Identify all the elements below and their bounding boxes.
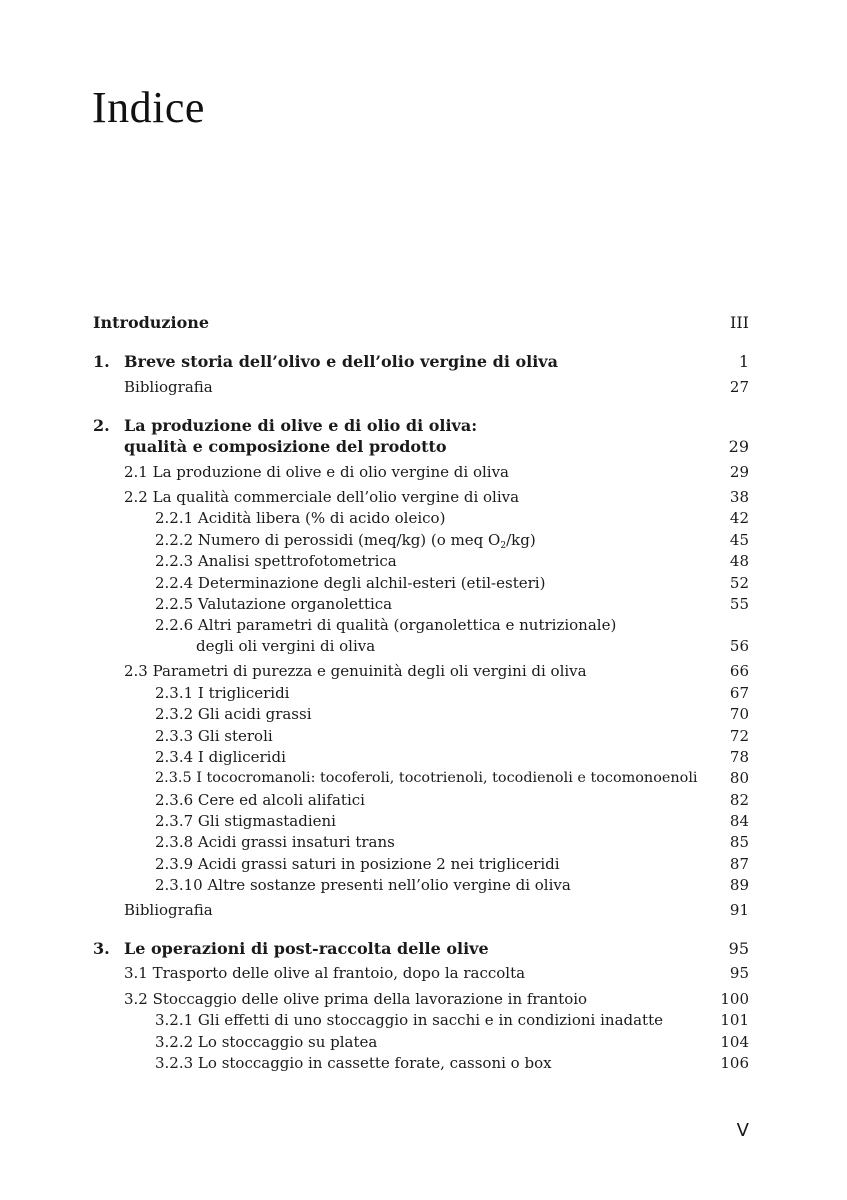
toc-entry-title: 2.2.5 Valutazione organolettica bbox=[155, 595, 393, 613]
toc-entry bbox=[0, 507, 847, 529]
toc-entry bbox=[0, 550, 847, 572]
toc-entry-title: 3.2.1 Gli effetti di uno stoccaggio in sacchi e in condizioni inadatte bbox=[155, 1011, 663, 1029]
toc-entry-page: 89 bbox=[729, 876, 749, 894]
toc-entry bbox=[0, 899, 847, 921]
toc-entry-title: Introduzione bbox=[93, 313, 210, 332]
toc-entry-page: 101 bbox=[720, 1011, 749, 1029]
toc-entry-page: 38 bbox=[729, 488, 749, 506]
toc-chapter-2 bbox=[0, 415, 847, 437]
toc-entry-page: 67 bbox=[729, 684, 749, 702]
toc-entry-page: 84 bbox=[729, 812, 749, 830]
toc-entry-title: 2.3.8 Acidi grassi insaturi trans bbox=[155, 833, 395, 851]
toc-entry-page: 87 bbox=[729, 855, 749, 873]
toc-entry-page: 95 bbox=[729, 964, 749, 982]
toc-entry-title: 2.1 La produzione di olive e di olio vergine di oliva bbox=[124, 463, 509, 481]
page-number: V bbox=[736, 1120, 749, 1141]
toc-entry-page: 29 bbox=[728, 437, 749, 456]
toc-entry-page: 56 bbox=[729, 637, 749, 655]
toc-entry-page: 52 bbox=[729, 574, 749, 592]
toc-entry bbox=[0, 831, 847, 853]
toc-entry-title: 2.3.5 I tococromanoli: tocoferoli, tocotrienoli, tocodienoli e tocomonoenoli bbox=[155, 770, 698, 786]
toc-entry-title: Bibliografia bbox=[124, 901, 213, 919]
toc-entry bbox=[0, 789, 847, 811]
toc-entry bbox=[0, 614, 847, 636]
toc-entry-title: La produzione di olive e di olio di oliva: bbox=[124, 416, 478, 435]
toc-entry-title: 2.3.1 I trigliceridi bbox=[155, 684, 290, 702]
toc-entry bbox=[0, 660, 847, 682]
toc-entry-title: 2.3 Parametri di purezza e genuinità degli oli vergini di oliva bbox=[124, 662, 587, 680]
toc-chapter-number: 1. bbox=[93, 352, 110, 371]
toc-entry-title: Breve storia dell’olivo e dell’olio vergine di oliva bbox=[124, 352, 558, 371]
toc-entry-page: 91 bbox=[729, 901, 749, 919]
toc-entry-title: 2.3.6 Cere ed alcoli alifatici bbox=[155, 791, 365, 809]
toc-entry-title: Bibliografia bbox=[124, 378, 213, 396]
page-title: Indice bbox=[92, 83, 205, 132]
toc-entry-title: 2.3.2 Gli acidi grassi bbox=[155, 705, 312, 723]
toc-entry-title: 2.3.10 Altre sostanze presenti nell’olio vergine di oliva bbox=[155, 876, 571, 894]
toc-entry-title: 2.2 La qualità commerciale dell’olio vergine di oliva bbox=[124, 488, 520, 506]
toc-entry bbox=[0, 529, 847, 551]
toc-entry bbox=[0, 572, 847, 594]
toc-entry-page: 104 bbox=[720, 1033, 749, 1051]
toc-entry-page: 70 bbox=[729, 705, 749, 723]
toc-chapter-1 bbox=[0, 351, 847, 373]
toc-entry bbox=[0, 682, 847, 704]
toc-chapter-number: 3. bbox=[93, 939, 110, 958]
toc-entry bbox=[0, 703, 847, 725]
toc-entry-page: 82 bbox=[729, 791, 749, 809]
toc-entry-title: 3.2.2 Lo stoccaggio su platea bbox=[155, 1033, 378, 1051]
toc-entry-page: 66 bbox=[729, 662, 749, 680]
toc-entry-page: 95 bbox=[728, 939, 749, 958]
toc-entry bbox=[0, 1031, 847, 1053]
toc-entry-page: 80 bbox=[729, 769, 749, 787]
toc-entry-title: 3.1 Trasporto delle olive al frantoio, dopo la raccolta bbox=[124, 964, 526, 982]
toc-entry-title: 3.2.3 Lo stoccaggio in cassette forate, cassoni o box bbox=[155, 1054, 552, 1072]
toc-entry-continued bbox=[0, 635, 847, 657]
toc-entry-title: degli oli vergini di oliva bbox=[196, 637, 376, 655]
toc-entry-title: 2.2.4 Determinazione degli alchil-esteri (etil-esteri) bbox=[155, 574, 546, 592]
toc-chapter-2-continued bbox=[0, 436, 847, 458]
toc-entry-page: 55 bbox=[729, 595, 749, 613]
toc-entry bbox=[0, 593, 847, 615]
toc-entry-title: 2.3.7 Gli stigmastadieni bbox=[155, 812, 336, 830]
toc-entry-title: 2.2.1 Acidità libera (% di acido oleico) bbox=[155, 509, 446, 527]
toc-entry-page: 42 bbox=[729, 509, 749, 527]
toc-entry bbox=[0, 810, 847, 832]
toc-entry bbox=[0, 767, 847, 789]
toc-entry-title: Le operazioni di post-raccolta delle olive bbox=[124, 939, 489, 958]
toc-entry-page: 29 bbox=[729, 463, 749, 481]
toc-entry bbox=[0, 1052, 847, 1074]
toc-entry-title: 3.2 Stoccaggio delle olive prima della lavorazione in frantoio bbox=[124, 990, 588, 1008]
toc-entry bbox=[0, 725, 847, 747]
toc-entry-title: 2.2.6 Altri parametri di qualità (organolettica e nutrizionale) bbox=[155, 616, 617, 634]
toc-entry bbox=[0, 461, 847, 483]
toc-entry-title: qualità e composizione del prodotto bbox=[124, 437, 447, 456]
toc-entry-page: 100 bbox=[720, 990, 749, 1008]
toc-entry-page: 78 bbox=[729, 748, 749, 766]
toc-entry-page: 1 bbox=[738, 352, 749, 371]
toc-chapter-number: 2. bbox=[93, 416, 110, 435]
toc-entry-title: 2.3.4 I digliceridi bbox=[155, 748, 286, 766]
toc-entry-title: 2.3.9 Acidi grassi saturi in posizione 2 nei trigliceridi bbox=[155, 855, 560, 873]
toc-entry-page: 106 bbox=[720, 1054, 749, 1072]
toc-entry-title: 2.3.3 Gli steroli bbox=[155, 727, 273, 745]
toc-entry-page: 48 bbox=[729, 552, 749, 570]
toc-entry-page: 27 bbox=[729, 378, 749, 396]
toc-entry-introduction bbox=[0, 312, 847, 334]
toc-entry bbox=[0, 486, 847, 508]
toc-entry bbox=[0, 988, 847, 1010]
toc-entry bbox=[0, 376, 847, 398]
toc-entry bbox=[0, 853, 847, 875]
toc-entry bbox=[0, 746, 847, 768]
toc-entry bbox=[0, 962, 847, 984]
toc-entry-page: 85 bbox=[729, 833, 749, 851]
toc-chapter-3 bbox=[0, 938, 847, 960]
toc-entry-title: 2.2.2 Numero di perossidi (meq/kg) (o meq $O_2/kg$) bbox=[155, 531, 536, 551]
toc-entry-page: III bbox=[730, 313, 749, 332]
toc-entry-page: 45 bbox=[729, 531, 749, 549]
toc-entry-page: 72 bbox=[729, 727, 749, 745]
toc-entry bbox=[0, 1009, 847, 1031]
toc-entry bbox=[0, 874, 847, 896]
toc-entry-title: 2.2.3 Analisi spettrofotometrica bbox=[155, 552, 397, 570]
